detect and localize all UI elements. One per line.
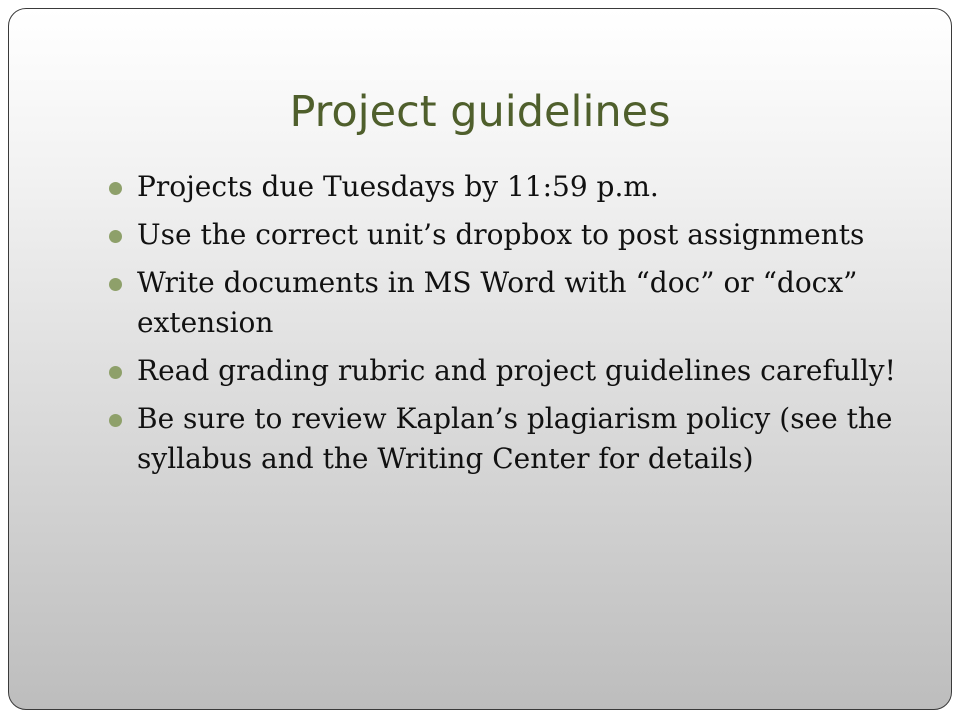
bullet-text: Be sure to review Kaplan’s plagiarism policy (see the syllabus and the Writing Center for details) — [137, 402, 893, 475]
bullet-list — [109, 167, 899, 487]
bullet-dot-icon — [109, 414, 122, 427]
slide — [8, 8, 952, 710]
bullet-text: Use the correct unit’s dropbox to post assignments — [137, 218, 865, 251]
bullet-item — [109, 351, 899, 391]
bullet-text: Read grading rubric and project guidelines carefully! — [137, 354, 896, 387]
bullet-text: Write documents in MS Word with “doc” or “docx” extension — [137, 266, 858, 339]
bullet-item — [109, 399, 899, 479]
bullet-item — [109, 263, 899, 343]
slide-title: Project guidelines — [289, 87, 671, 137]
bullet-item — [109, 167, 899, 207]
bullet-dot-icon — [109, 366, 122, 379]
bullet-item — [109, 215, 899, 255]
bullet-dot-icon — [109, 182, 122, 195]
bullet-text: Projects due Tuesdays by 11:59 p.m. — [137, 170, 659, 203]
bullet-dot-icon — [109, 278, 122, 291]
bullet-dot-icon — [109, 230, 122, 243]
